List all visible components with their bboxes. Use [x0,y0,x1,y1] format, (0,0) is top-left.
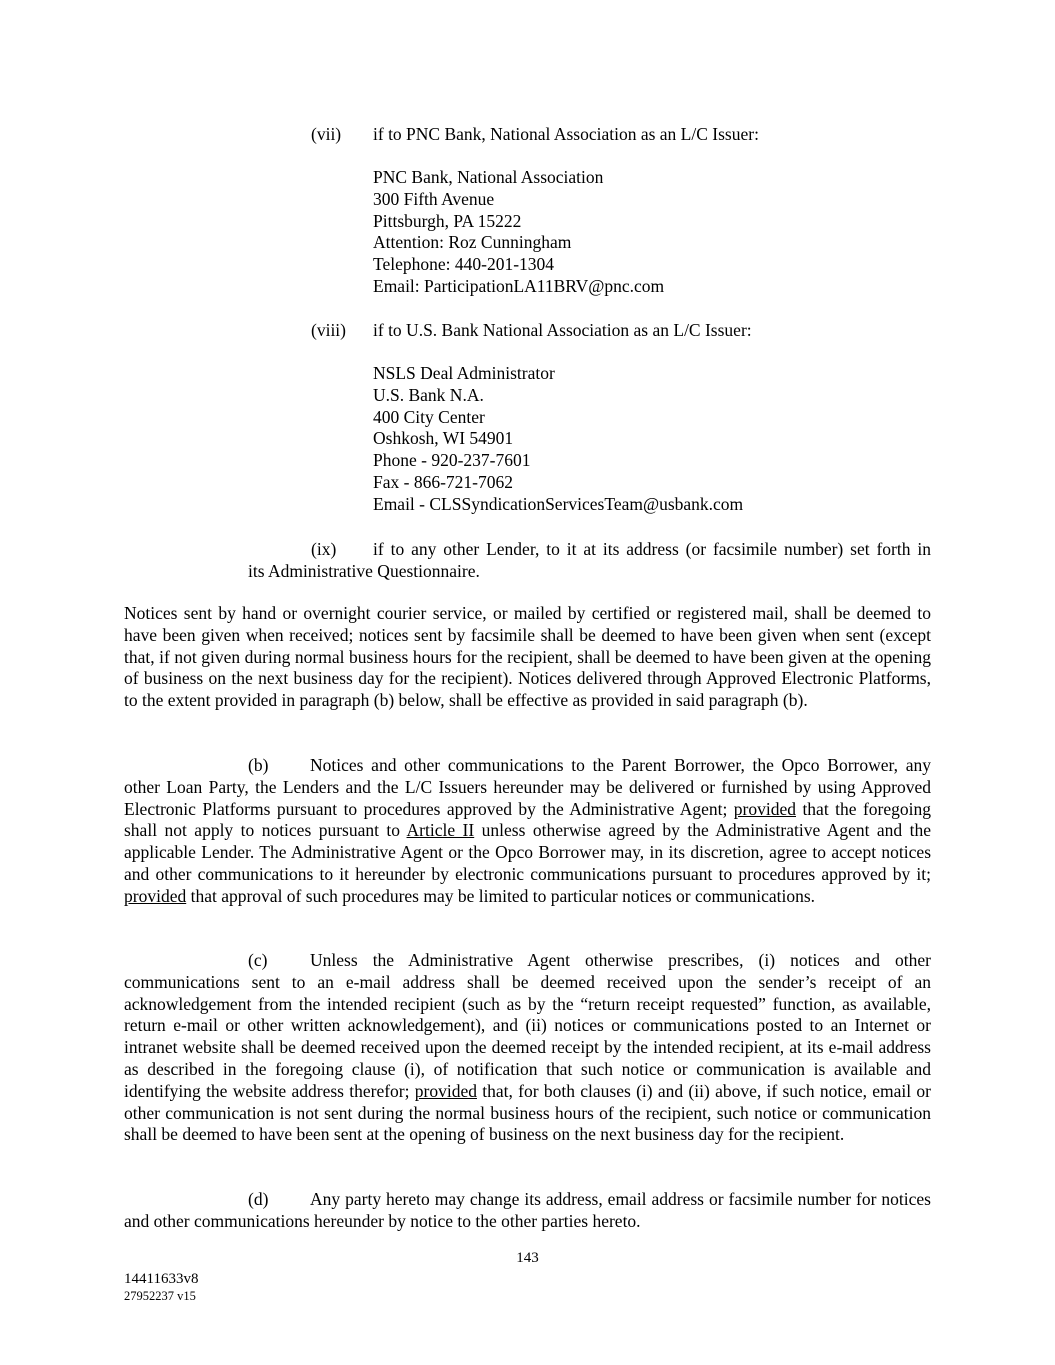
item-heading-text: if to PNC Bank, National Association as an L/C Issuer: [373,124,759,144]
paragraph-number: (c) [248,950,268,970]
address-line: Phone - 920-237-7601 [373,450,531,471]
item-heading-text: if to U.S. Bank National Association as an L/C Issuer: [373,320,752,340]
item-ix-line-1 [248,539,931,561]
provided-term: provided [733,798,796,819]
paragraph-text: that, for both clauses (i) and (ii) above, if such notice, email or other communication is not sent during the normal business hours of the recipient, such notice or communication shall be deemed to have been sent at the opening of business on the next business day for the recipient. [124,1080,931,1145]
paragraph-text: Any party hereto may change its address, email address or facsimile number for notices and other communications hereunder by notice to the other parties hereto. [124,1189,931,1231]
item-number: (ix) [311,539,337,559]
address-line: PNC Bank, National Association [373,167,604,187]
paragraph-b [124,755,931,908]
paragraph-number: (b) [248,755,269,775]
document-id-secondary: 27952237 v15 [124,1289,196,1303]
address-line: Fax - 866-721-7062 [373,471,513,492]
address-line: Email - CLSSyndicationServicesTeam@usbank.com [373,493,744,514]
paragraph-text: that approval of such procedures may be limited to particular notices or communications. [186,885,816,906]
pnc-address-block [373,167,664,298]
article-reference: Article II [406,820,475,841]
notices-paragraph: Notices sent by hand or overnight courier service, or mailed by certified or registered mail, shall be deemed to have been given when received; notices sent by facsimile shall be deemed to have been given when sent (except that, if not given during normal business hours for the recipient, shall be deemed to have been given at the opening of business on the next business day for the recipient). Notices delivered through Approved Electronic Platforms, to the extent provided in paragraph (b) below, shall be effective as provided in said paragraph (b). [124,603,931,711]
address-line: 300 Fifth Avenue [373,188,495,209]
address-line: U.S. Bank N.A. [373,384,484,405]
item-number: (vii) [311,124,342,144]
address-line: Telephone: 440-201-1304 [373,254,555,275]
page-number: 143 [516,1250,539,1266]
paragraph-number: (d) [248,1189,269,1209]
provided-term: provided [124,885,187,906]
paragraph-text: unless otherwise agreed by the Administrative Agent and the applicable Lender. The Administrative Agent or the Opco Borrower may, in its discretion, agree to accept notices and other communications to it hereunder by electronic communications pursuant to procedures approved by it; [124,820,931,884]
item-ix-text: if to any other Lender, to it at its address (or facsimile number) set forth in [373,539,931,559]
paragraph-text: Notices and other communications to the Parent Borrower, the Opco Borrower, any other Loan Party, the Lenders and the L/C Issuers hereunder may be delivered or furnished by using Approved Electronic Platforms pursuant to procedures approved by the Administrative Agent; [124,755,931,819]
usbank-address-block [373,363,743,516]
provided-term: provided [414,1080,477,1101]
paragraph-d [124,1189,931,1233]
item-ix [248,539,931,583]
paragraph-text: Unless the Administrative Agent otherwise prescribes, (i) notices and other communications sent to an e-mail address shall be deemed received upon the sender’s receipt of an acknowledgement from the intended recipient (such as by the “return receipt requested” function, as available, return e-mail or other written acknowledgement), and (ii) notices or communications posted to an Internet or intranet website shall be deemed received upon the deemed receipt by the intended recipient, at its e-mail address as described in the foregoing clause (i), of notification that such notice or communication is available and identifying the website address therefor; [124,950,931,1101]
paragraph-c [124,950,931,1146]
item-number: (viii) [311,320,346,340]
address-line: Email: ParticipationLA11BRV@pnc.com [373,275,665,296]
paragraph-text: that the foregoing shall not apply to notices pursuant to [124,798,932,841]
address-line: Oshkosh, WI 54901 [373,428,514,449]
address-line: Pittsburgh, PA 15222 [373,210,522,231]
address-line: Attention: Roz Cunningham [373,232,572,253]
item-ix-line-2: its Administrative Questionnaire. [248,560,480,581]
document-id: 14411633v8 [124,1271,199,1287]
address-line: 400 City Center [373,406,485,427]
address-line: NSLS Deal Administrator [373,363,555,383]
